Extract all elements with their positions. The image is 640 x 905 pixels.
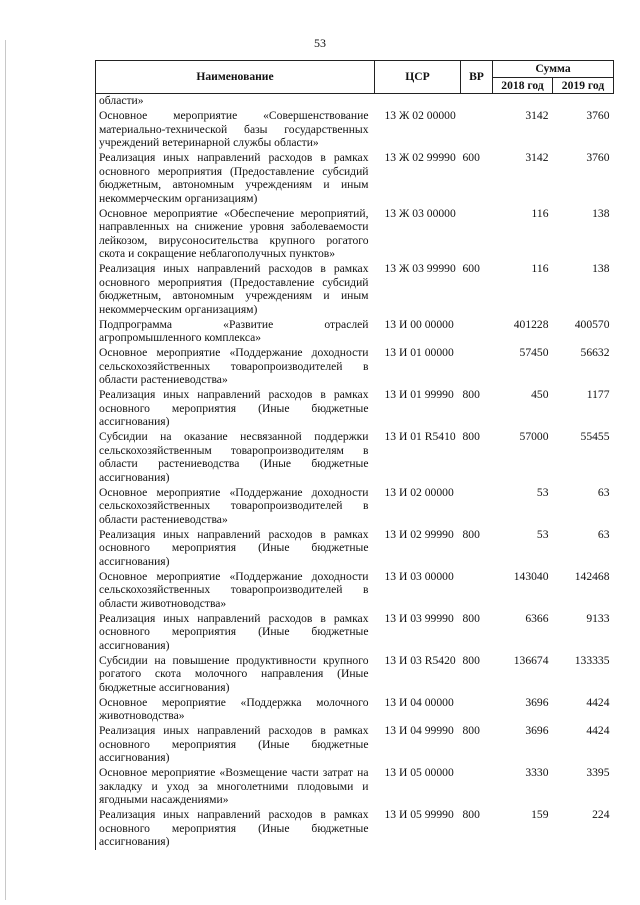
table-body	[96, 94, 614, 851]
header-name: Наименование	[96, 61, 375, 94]
row-vr-code: 800	[462, 430, 480, 443]
row-amount-2018: 143040	[513, 569, 549, 583]
row-name: Реализация иных направлений расходов в рамках основного мероприятия (Предоставление субсидий бюджетным, автономным учреждениям и иным некоммерческим организациям)	[96, 262, 375, 318]
row-amount-2018	[493, 94, 553, 110]
row-name: Реализация иных направлений расходов в рамках основного мероприятия (Иные бюджетные ассигнования)	[96, 724, 375, 766]
row-amount-2019: 1177	[586, 388, 610, 401]
row-amount-2019: 55455	[580, 430, 610, 443]
table-row	[96, 654, 614, 696]
row-vr-code: 600	[462, 262, 480, 275]
row-amount-2018: 401228	[513, 317, 549, 331]
row-csr-code: 13 Ж 03 99990	[384, 262, 456, 275]
row-vr-code	[461, 94, 493, 110]
row-csr-code: 13 И 01 99990	[384, 388, 454, 401]
row-amount-2019: 400570	[574, 317, 610, 331]
row-amount-2018: 159	[531, 808, 549, 821]
row-amount-2019: 142468	[574, 569, 610, 583]
row-amount-2018: 53	[536, 485, 549, 499]
table-row	[96, 109, 614, 151]
row-amount-2018: 450	[531, 388, 549, 401]
row-amount-2018: 136674	[513, 653, 549, 667]
row-name: Основное мероприятие «Поддержание доходности сельскохозяйственных товаропроизводителей в области растениеводства»	[96, 486, 375, 528]
row-amount-2018: 57000	[519, 430, 549, 443]
header-sum: Сумма	[493, 61, 614, 78]
row-amount-2019: 4424	[586, 695, 610, 709]
row-csr-code: 13 И 01 00000	[384, 346, 454, 359]
row-amount-2018: 53	[536, 527, 549, 541]
row-vr-code	[461, 346, 493, 388]
table-row	[96, 94, 614, 110]
row-amount-2019: 9133	[586, 611, 610, 625]
row-amount-2019: 138	[592, 206, 610, 220]
table-row	[96, 486, 614, 528]
row-amount-2019: 56632	[580, 346, 610, 359]
table-row	[96, 696, 614, 725]
budget-table	[95, 60, 614, 850]
table-row	[96, 766, 614, 808]
row-name: Основное мероприятие «Обеспечение мероприятий, направленных на снижение уровня заболеваемости лейкозом, вирусоносительства крупного рогатого скота и сокращение неблагополучных пунктов»	[96, 207, 375, 263]
row-name: Основное мероприятие «Совершенствование материально-технической базы государственных учреждений ветеринарной службы области»	[96, 109, 375, 151]
row-name: Основное мероприятие «Возмещение части затрат на закладку и уход за многолетними плодовыми и ягодными насаждениями»	[96, 766, 375, 808]
row-csr-code: 13 И 05 00000	[384, 766, 454, 779]
row-name: Реализация иных направлений расходов в рамках основного мероприятия (Предоставление субсидий бюджетным, автономным учреждениям и иным некоммерческим организациям)	[96, 151, 375, 207]
row-name: Реализация иных направлений расходов в рамках основного мероприятия (Иные бюджетные ассигнования)	[96, 528, 375, 570]
row-amount-2019: 138	[592, 262, 610, 275]
row-csr-code: 13 И 00 00000	[384, 317, 454, 331]
row-csr-code: 13 И 01 R5410	[384, 430, 456, 443]
row-name: Реализация иных направлений расходов в рамках основного мероприятия (Иные бюджетные ассигнования)	[96, 808, 375, 850]
row-csr-code: 13 И 02 00000	[384, 485, 454, 499]
row-vr-code	[461, 766, 493, 808]
table-row	[96, 318, 614, 347]
row-name: Основное мероприятие «Поддержание доходности сельскохозяйственных товаропроизводителей в области животноводства»	[96, 570, 375, 612]
row-csr-code: 13 И 03 R5420	[384, 653, 456, 667]
row-vr-code: 600	[462, 151, 480, 164]
row-amount-2019: 3760	[586, 109, 610, 122]
table-row	[96, 207, 614, 263]
row-amount-2019: 63	[597, 485, 610, 499]
row-amount-2018: 116	[531, 262, 549, 275]
row-csr-code: 13 И 05 99990	[384, 808, 454, 821]
row-vr-code: 800	[462, 653, 480, 667]
row-amount-2019: 224	[592, 808, 610, 821]
row-csr-code: 13 И 04 00000	[384, 695, 454, 709]
table-row	[96, 570, 614, 612]
row-amount-2018: 3696	[525, 695, 549, 709]
row-amount-2019: 3395	[586, 766, 610, 779]
row-amount-2018: 57450	[519, 346, 549, 359]
row-name: области»	[96, 94, 375, 110]
table-row	[96, 346, 614, 388]
table-row	[96, 151, 614, 207]
row-csr-code: 13 И 03 99990	[384, 611, 454, 625]
page-number: 53	[314, 36, 326, 50]
row-csr-code: 13 Ж 02 99990	[384, 151, 456, 164]
table-row	[96, 262, 614, 318]
row-csr-code: 13 Ж 03 00000	[384, 206, 456, 220]
row-amount-2018: 6366	[525, 611, 549, 625]
header-vr: ВР	[461, 61, 493, 94]
table-header	[96, 61, 614, 94]
table-row	[96, 388, 614, 430]
scan-edge-mark	[5, 40, 6, 900]
table-row	[96, 808, 614, 850]
row-amount-2018: 3142	[525, 151, 549, 164]
header-year-2019: 2019 год	[553, 77, 614, 94]
row-amount-2019: 63	[597, 527, 610, 541]
row-vr-code	[461, 207, 493, 263]
row-name: Субсидии на повышение продуктивности крупного рогатого скота молочного направления (Иные бюджетные ассигнования)	[96, 654, 375, 696]
row-vr-code: 800	[462, 611, 480, 625]
row-amount-2018: 3142	[525, 109, 549, 122]
table-row	[96, 724, 614, 766]
row-amount-2018: 116	[531, 206, 549, 220]
row-name: Реализация иных направлений расходов в рамках основного мероприятия (Иные бюджетные ассигнования)	[96, 388, 375, 430]
row-amount-2018: 3696	[525, 724, 549, 737]
row-vr-code	[461, 318, 493, 347]
row-csr-code: 13 И 03 00000	[384, 569, 454, 583]
row-name: Основное мероприятие «Поддержание доходности сельскохозяйственных товаропроизводителей в области растениеводства»	[96, 346, 375, 388]
row-name: Основное мероприятие «Поддержка молочного животноводства»	[96, 696, 375, 725]
table-row	[96, 528, 614, 570]
row-name: Подпрограмма «Развитие отраслей агропромышленного комплекса»	[96, 318, 375, 347]
row-name: Реализация иных направлений расходов в рамках основного мероприятия (Иные бюджетные ассигнования)	[96, 612, 375, 654]
row-vr-code	[461, 109, 493, 151]
table-row	[96, 430, 614, 486]
row-vr-code	[461, 486, 493, 528]
row-vr-code	[461, 570, 493, 612]
table-row	[96, 612, 614, 654]
row-vr-code: 800	[462, 724, 480, 737]
row-amount-2019: 133335	[574, 653, 610, 667]
header-csr: ЦСР	[375, 61, 461, 94]
row-vr-code: 800	[462, 527, 480, 541]
row-csr-code: 13 И 02 99990	[384, 527, 454, 541]
header-year-2018: 2018 год	[493, 77, 553, 94]
row-csr-code: 13 И 04 99990	[384, 724, 454, 737]
row-amount-2019: 4424	[586, 724, 610, 737]
row-csr-code	[375, 94, 461, 110]
row-amount-2019: 3760	[586, 151, 610, 164]
row-vr-code: 800	[462, 808, 480, 821]
row-vr-code: 800	[462, 388, 480, 401]
row-amount-2018: 3330	[525, 766, 549, 779]
row-csr-code: 13 Ж 02 00000	[384, 109, 456, 122]
row-amount-2019	[553, 94, 614, 110]
row-vr-code	[461, 696, 493, 725]
row-name: Субсидии на оказание несвязанной поддержки сельскохозяйственным товаропроизводителям в области растениеводства (Иные бюджетные ассигнования)	[96, 430, 375, 486]
